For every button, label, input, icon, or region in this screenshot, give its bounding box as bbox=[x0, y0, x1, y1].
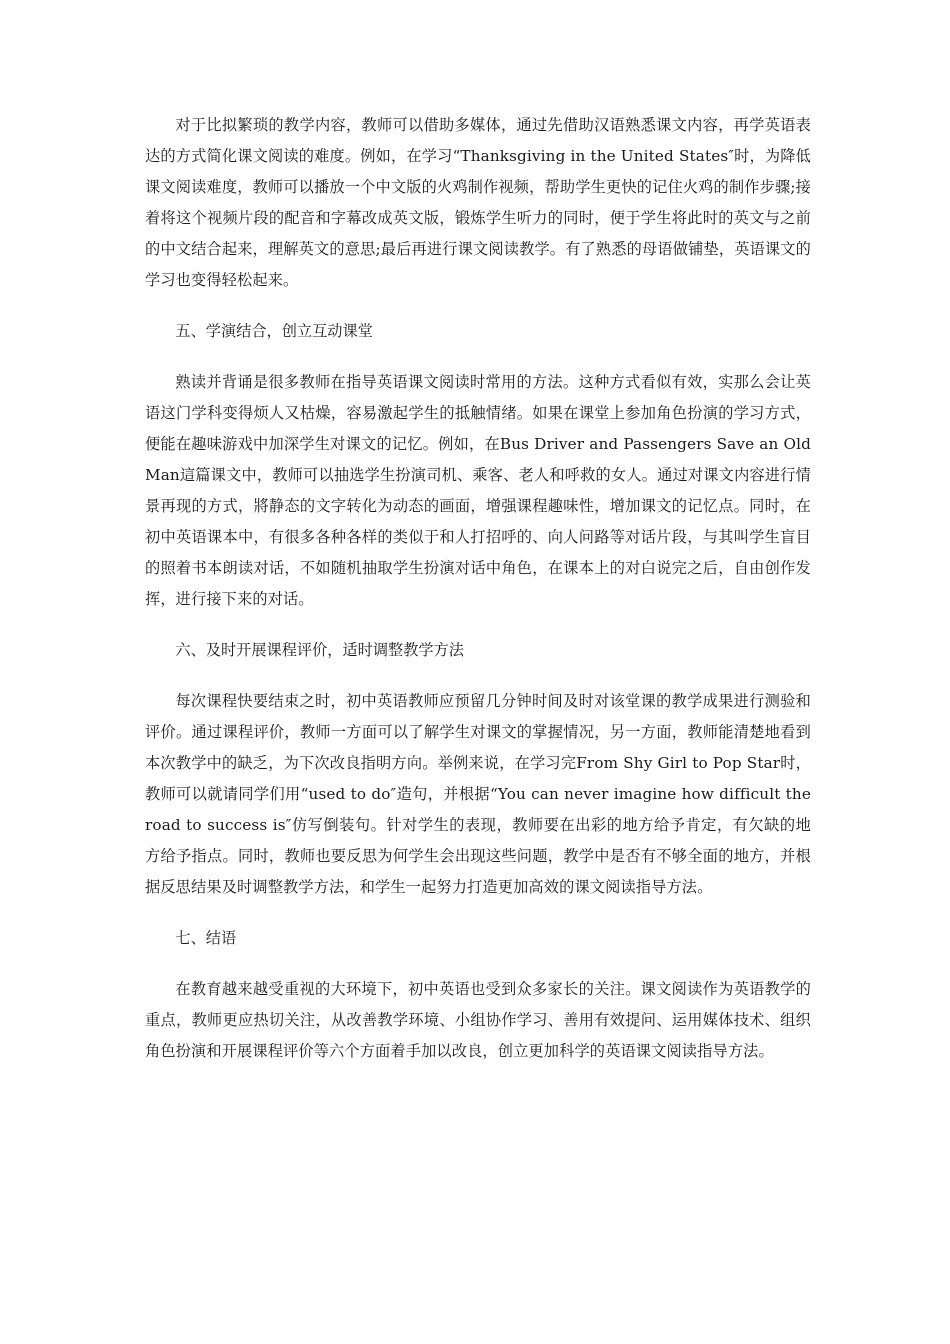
document-page bbox=[145, 110, 811, 1067]
section-heading-7: 七、结语 bbox=[175, 929, 237, 947]
paragraph-evaluation: 每次课程快要结束之时，初中英语教师应预留几分钟时间及时对该堂课的教学成果进行测验和评价。通过课程评价，教师一方面可以了解学生对课文的掌握情况，另一方面，教师能清楚地看到本次教学中的缺乏，为下次改良指明方向。举例来说，在学习完From Shy Girl to Pop Star时，教师可以就请同学们用“used to do″造句，并根据“You can never imagine how difficult the road to success is″仿写倒装句。针对学生的表现，教师要在出彩的地方给予肯定，有欠缺的地方给予指点。同时，教师也要反思为何学生会出现这些问题，教学中是否有不够全面的地方，并根据反思结果及时调整教学方法，和学生一起努力打造更加高效的课文阅读指导方法。 bbox=[145, 692, 811, 896]
section-heading-6: 六、及时开展课程评价，适时调整教学方法 bbox=[175, 641, 464, 659]
paragraph-role-play: 熟读并背诵是很多教师在指导英语课文阅读时常用的方法。这种方式看似有效，实那么会让英语这门学科变得烦人又枯燥，容易激起学生的抵触情绪。如果在课堂上参加角色扮演的学习方式，便能在趣味游戏中加深学生对课文的记忆。例如，在Bus Driver and Passengers Save an Old Man這篇课文中，教师可以抽选学生扮演司机、乘客、老人和呼救的女人。通过对课文内容进行情景再现的方式，將静态的文字转化为动态的画面，增强课程趣味性，增加课文的记忆点。同时，在初中英语课本中，有很多各种各样的类似于和人打招呼的、向人问路等对话片段，与其叫学生盲目的照着书本朗读对话，不如随机抽取学生扮演对话中角色，在课本上的对白说完之后，自由创作发挥，进行接下来的对话。 bbox=[145, 373, 811, 608]
paragraph-multimedia: 对于比拟繁琐的教学内容，教师可以借助多媒体，通过先借助汉语熟悉课文内容，再学英语表达的方式简化课文阅读的难度。例如，在学习“Thanksgiving in the United States″时，为降低课文阅读难度，教师可以播放一个中文版的火鸡制作视频，帮助学生更快的记住火鸡的制作步骤;接着将这个视频片段的配音和字幕改成英文版，锻炼学生听力的同时，便于学生将此时的英文与之前的中文结合起来，理解英文的意思;最后再进行课文阅读教学。有了熟悉的母语做铺垫，英语课文的学习也变得轻松起来。 bbox=[145, 116, 811, 289]
section-heading-5: 五、学演结合，创立互动课堂 bbox=[175, 322, 373, 340]
paragraph-conclusion: 在教育越来越受重视的大环境下，初中英语也受到众多家长的关注。课文阅读作为英语教学的重点，教师更应热切关注，从改善教学环境、小组协作学习、善用有效提问、运用媒体技术、组织角色扮演和开展课程评价等六个方面着手加以改良，创立更加科学的英语课文阅读指导方法。 bbox=[145, 980, 811, 1060]
